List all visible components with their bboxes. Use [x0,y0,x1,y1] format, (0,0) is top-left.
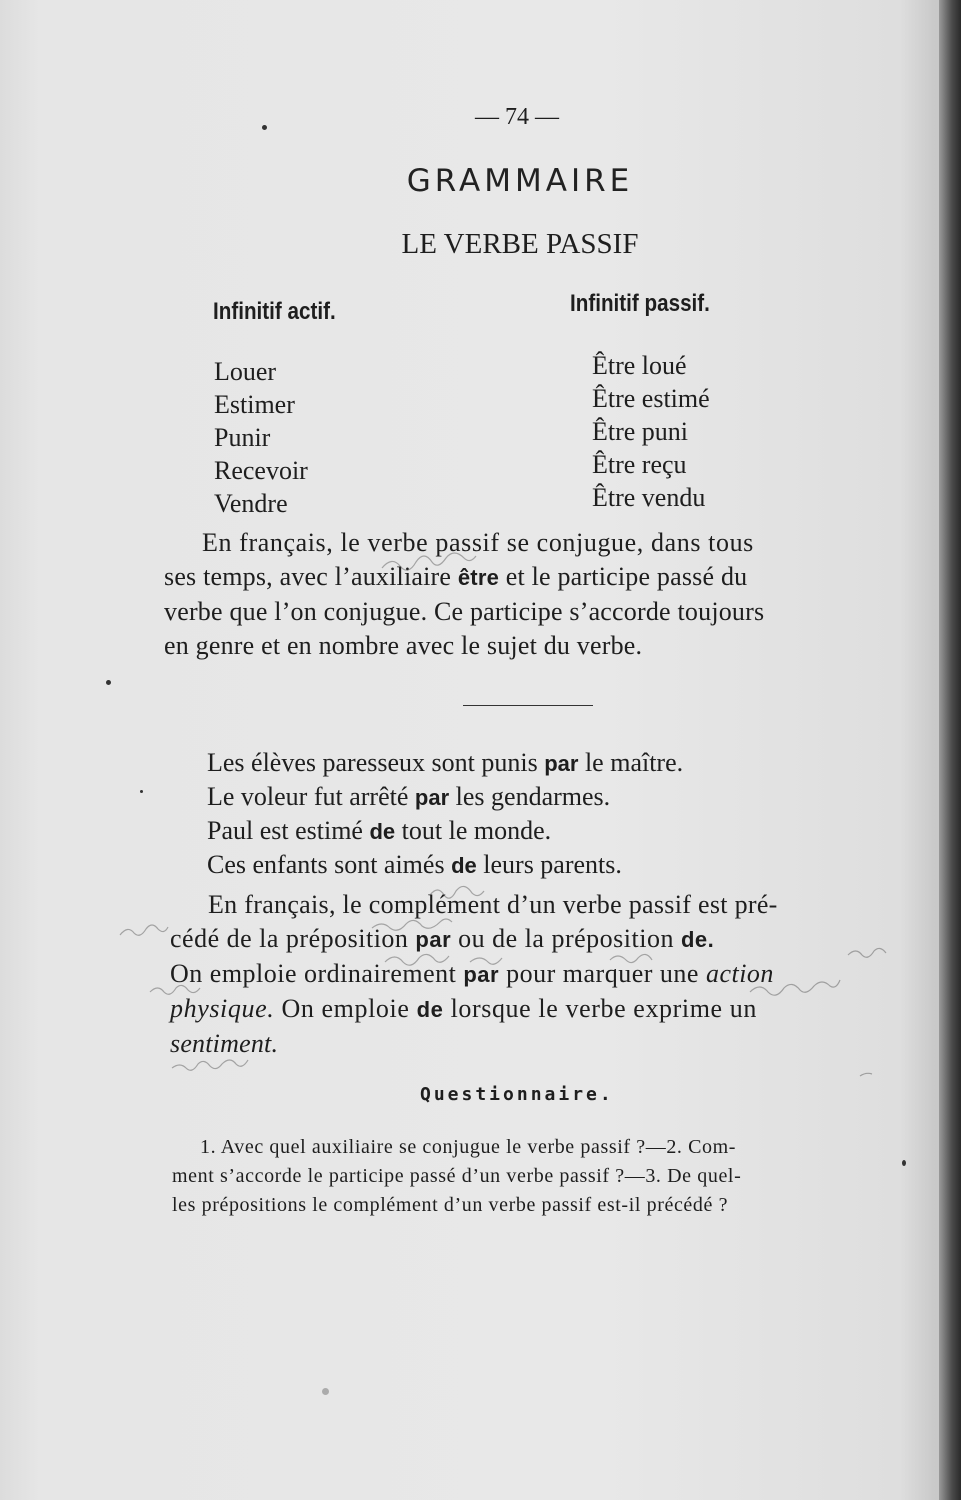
text-line [164,560,892,595]
text-span: Ces enfants sont aimés [207,850,445,879]
text-span: ses temps, avec l’auxiliaire [164,562,452,591]
list-item: Punir [214,423,271,452]
page-edge-shadow [939,0,961,1500]
list-item [207,780,683,814]
text-line [170,922,900,957]
rule-paragraph-1 [164,526,892,663]
questionnaire-text [172,1133,902,1220]
speck [106,680,111,685]
passive-infinitive-header: Infinitif passif. [570,290,710,317]
pencil-squiggle [120,925,168,935]
text-line [170,992,900,1027]
list-item: Louer [214,357,277,386]
speck [322,1388,329,1395]
text-span: On emploie [281,994,410,1023]
keyword: par [544,751,579,776]
keyword: de [416,997,444,1022]
list-item: Vendre [214,489,288,518]
text-span: leurs parents. [483,850,622,879]
text-line: En français, le verbe passif se conjugue, dans tous [202,528,754,557]
example-sentences [207,746,683,882]
text-span: tout le monde. [401,816,552,845]
passive-infinitive-list [592,349,710,514]
section-subtitle: LE VERBE PASSIF [401,228,639,260]
text-line: en genre et en nombre avec le sujet du verbe. [164,631,643,660]
text-line: En français, le complément d’un verbe passif est pré- [208,890,778,919]
text-span: les gendarmes. [455,782,611,811]
section-divider [463,705,593,706]
list-item: Être reçu [592,450,687,479]
speck [262,125,267,130]
list-item: Recevoir [214,456,308,485]
keyword: par [463,962,500,987]
page-title: GRAMMAIRE [406,163,634,199]
keyword: de [451,853,477,878]
text-span: lorsque le verbe exprime un [450,994,757,1023]
list-item [207,814,683,848]
text-span: Le voleur fut arrêté [207,782,409,811]
text-span: Paul est estimé [207,816,363,845]
active-infinitive-list [214,355,308,520]
speck [902,1160,906,1166]
list-item [207,746,683,780]
speck [140,790,143,793]
text-span: Les élèves paresseux sont punis [207,748,538,777]
keyword: par [415,927,452,952]
text-span: On emploie ordinairement [170,959,457,988]
text-line [170,957,900,992]
text-span: et le participe passé du [505,562,748,591]
list-item: Être estimé [592,384,710,413]
keyword: par [414,785,450,810]
rule-paragraph-2 [170,888,900,1061]
keyword: être [457,565,500,590]
active-infinitive-header: Infinitif actif. [213,298,336,325]
pencil-squiggle [860,1073,872,1076]
text-span: pour marquer une [506,959,699,988]
text-line: 1. Avec quel auxiliaire se conjugue le verbe passif ?—2. Com- [200,1136,737,1158]
list-item: Être loué [592,351,687,380]
text-span: le maître. [584,748,684,777]
emphasis: physique. [170,994,275,1023]
keyword: de. [680,927,715,952]
questionnaire-title: Questionnaire. [420,1084,614,1105]
text-line: ment s’accorde le participe passé d’un verbe passif ?—3. De quel- [172,1165,742,1187]
text-span: cédé de la préposition [170,924,409,953]
emphasis: sentiment. [170,1029,279,1058]
list-item: Être puni [592,417,689,446]
page-number: — 74 — [475,104,559,130]
pencil-squiggle [172,1060,248,1070]
text-line: verbe que l’on conjugue. Ce participe s’accorde toujours [164,597,765,626]
text-line: les prépositions le complément d’un verbe passif est-il précédé ? [172,1194,729,1216]
list-item [207,848,683,882]
text-line [170,1027,900,1061]
list-item: Être vendu [592,483,706,512]
text-span: ou de la préposition [458,924,674,953]
keyword: de [369,819,396,844]
emphasis: action [705,959,774,988]
list-item: Estimer [214,390,295,419]
